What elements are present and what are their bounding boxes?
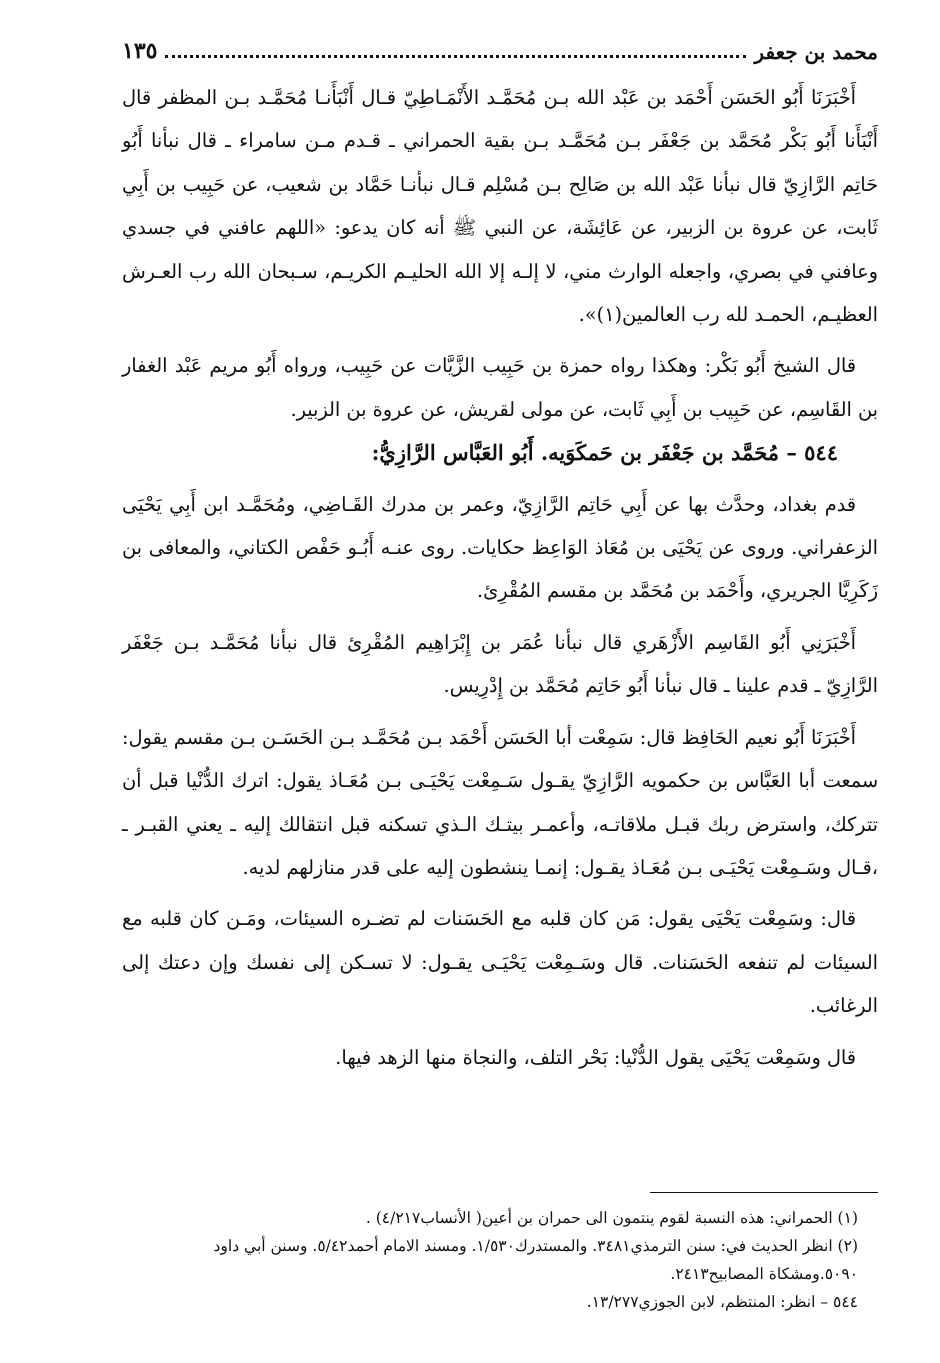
running-title: محمد بن جعفر — [754, 40, 878, 64]
footnote: (٢) انظر الحديث في: سنن الترمذي٣٤٨١. والمستدرك١/٥٣٠. ومسند الامام أحمد٥/٤٢. وسنن أبي داود ٥٠٩٠.ومشكاة المصابيح٢٤١٣. — [213, 1237, 858, 1283]
entry-paragraph: قال وسَمِعْت يَحْيَى يقول الدُّنْيا: بَحْر التلف، والنجاة منها الزهد فيها. — [335, 1045, 856, 1069]
footnote-divider — [650, 1192, 878, 1193]
entry-heading: ٥٤٤ – مُحَمَّد بن جَعْفَر بن حَمكَوَيه. أَبُو العَبَّاس الرَّازِيُّ: — [371, 440, 838, 466]
entry-paragraph: قدم بغداد، وحدَّث بها عن أَبِي حَاتِم الرَّازِيّ، وعمر بن مدرك القَـاضِي، ومُحَمَّـد ابن أَبِي يَحْيَى الزعفراني. وروى عن يَحْيَى بن مُعَاذ الوَاعِظ حكايات. روى عنـه أَبُـو حَفْص الكتاني، والمعافى بن زَكَرِيَّا الجريري، وأَحْمَد بن مُحَمَّد بن مقسم المُقْرِئ. — [122, 492, 878, 603]
page-header — [122, 30, 878, 64]
footnote: (١) الحمراني: هذه النسبة لقوم ينتمون الى حمران بن أعين( الأنساب٤/٢١٧) . — [365, 1209, 858, 1227]
main-text — [122, 76, 878, 1079]
paragraph-hadith: أَخْبَرَنَا أَبُو الحَسَن أَحْمَد بن عَبْد الله بـن مُحَمَّـد الأَنْمَـاطِيّ قـال أَنْبَأَنـا مُحَمَّـد بـن المظفر قال أَنْبَأَنا أَبُو بَكْر مُحَمَّد بن جَعْفَر بـن مُحَمَّـد بـن بقية الحمراني ـ قـدم مـن سامراء ـ قال نبأنا أَبُو حَاتِم الرَّازِيّ قال نبأنا عَبْد الله بن صَالِح بـن مُسْلِم قـال نبأنـا حَمَّاد بن شعيب، عن حَبِيب بن أَبِي ثَابت، عن عروة بن الزبير، عن عَائِشَة، عن النبي ﷺ أنه كان يدعو: «اللهم عافني في جسدي وعافني في بصري، واجعله الوارث مني، لا إلـه إلا الله الحليـم الكريـم، سـبحان الله رب العـرش العظيـم، الحمـد لله رب العالمين(١)». — [122, 86, 878, 327]
paragraph-commentary: قال الشيخ أَبُو بَكْر: وهكذا رواه حمزة بن حَبِيب الزَّيَّات عن حَبِيب، ورواه أَبُو مريم عَبْد الغفار بن القَاسِم، عن حَبِيب بن أَبِي ثَابت، عن مولى لقريش، عن عروة بن الزبير. — [122, 354, 878, 421]
entry-paragraph: أَخْبَرَنَا أَبُو نعيم الحَافِظ قال: سَمِعْت أبا الحَسَن أَحْمَد بـن مُحَمَّـد بـن الحَسَـن بـن مقسم يقول: سمعت أبا العَبَّاس بن حكمويه الرَّازِيّ يقـول سَـمِعْت يَحْيَـى بـن مُعَـاذ يقول: اترك الدُّنْيا قبل أن تتركك، واسترض ربك قبـل ملاقاتـه، وأعمـر بيتـك الـذي تسكنه قبل انتقالك إليه ـ يعني القبـر ـ ،قـال وسَـمِعْت يَحْيَـى بـن مُعَـاذ يقـول: إنمـا ينشطون إليه على قدر منازلهم لديه. — [122, 725, 878, 879]
page-number: ١٣٥ — [122, 38, 158, 64]
footnotes — [122, 1204, 878, 1316]
footnote: ٥٤٤ – انظر: المنتظم، لابن الجوزي١٣/٢٧٧. — [586, 1293, 858, 1311]
entry-paragraph: قال: وسَمِعْت يَحْيَى يقول: مَن كان قلبه مع الحَسَنات لم تضـره السيئات، ومَـن كان قلبه مع السيئات لم تنفعه الحَسَنات. قال وسَـمِعْت يَحْيَـى يقـول: لا تسـكن إلى نفسك وإن دعتك إلى الرغائب. — [122, 907, 878, 1018]
header-dotted-leader — [165, 54, 746, 58]
entry-paragraph: أَخْبَرَنِي أَبُو القَاسِم الأَزْهَري قال نبأنا عُمَر بن إِبْرَاهِيم المُقْرِئ قال نبأنا مُحَمَّـد بـن جَعْفَر الرَّازِيّ ـ قدم علينا ـ قال نبأنا أَبُو حَاتِم مُحَمَّد بن إِدْرِيس. — [122, 630, 878, 698]
